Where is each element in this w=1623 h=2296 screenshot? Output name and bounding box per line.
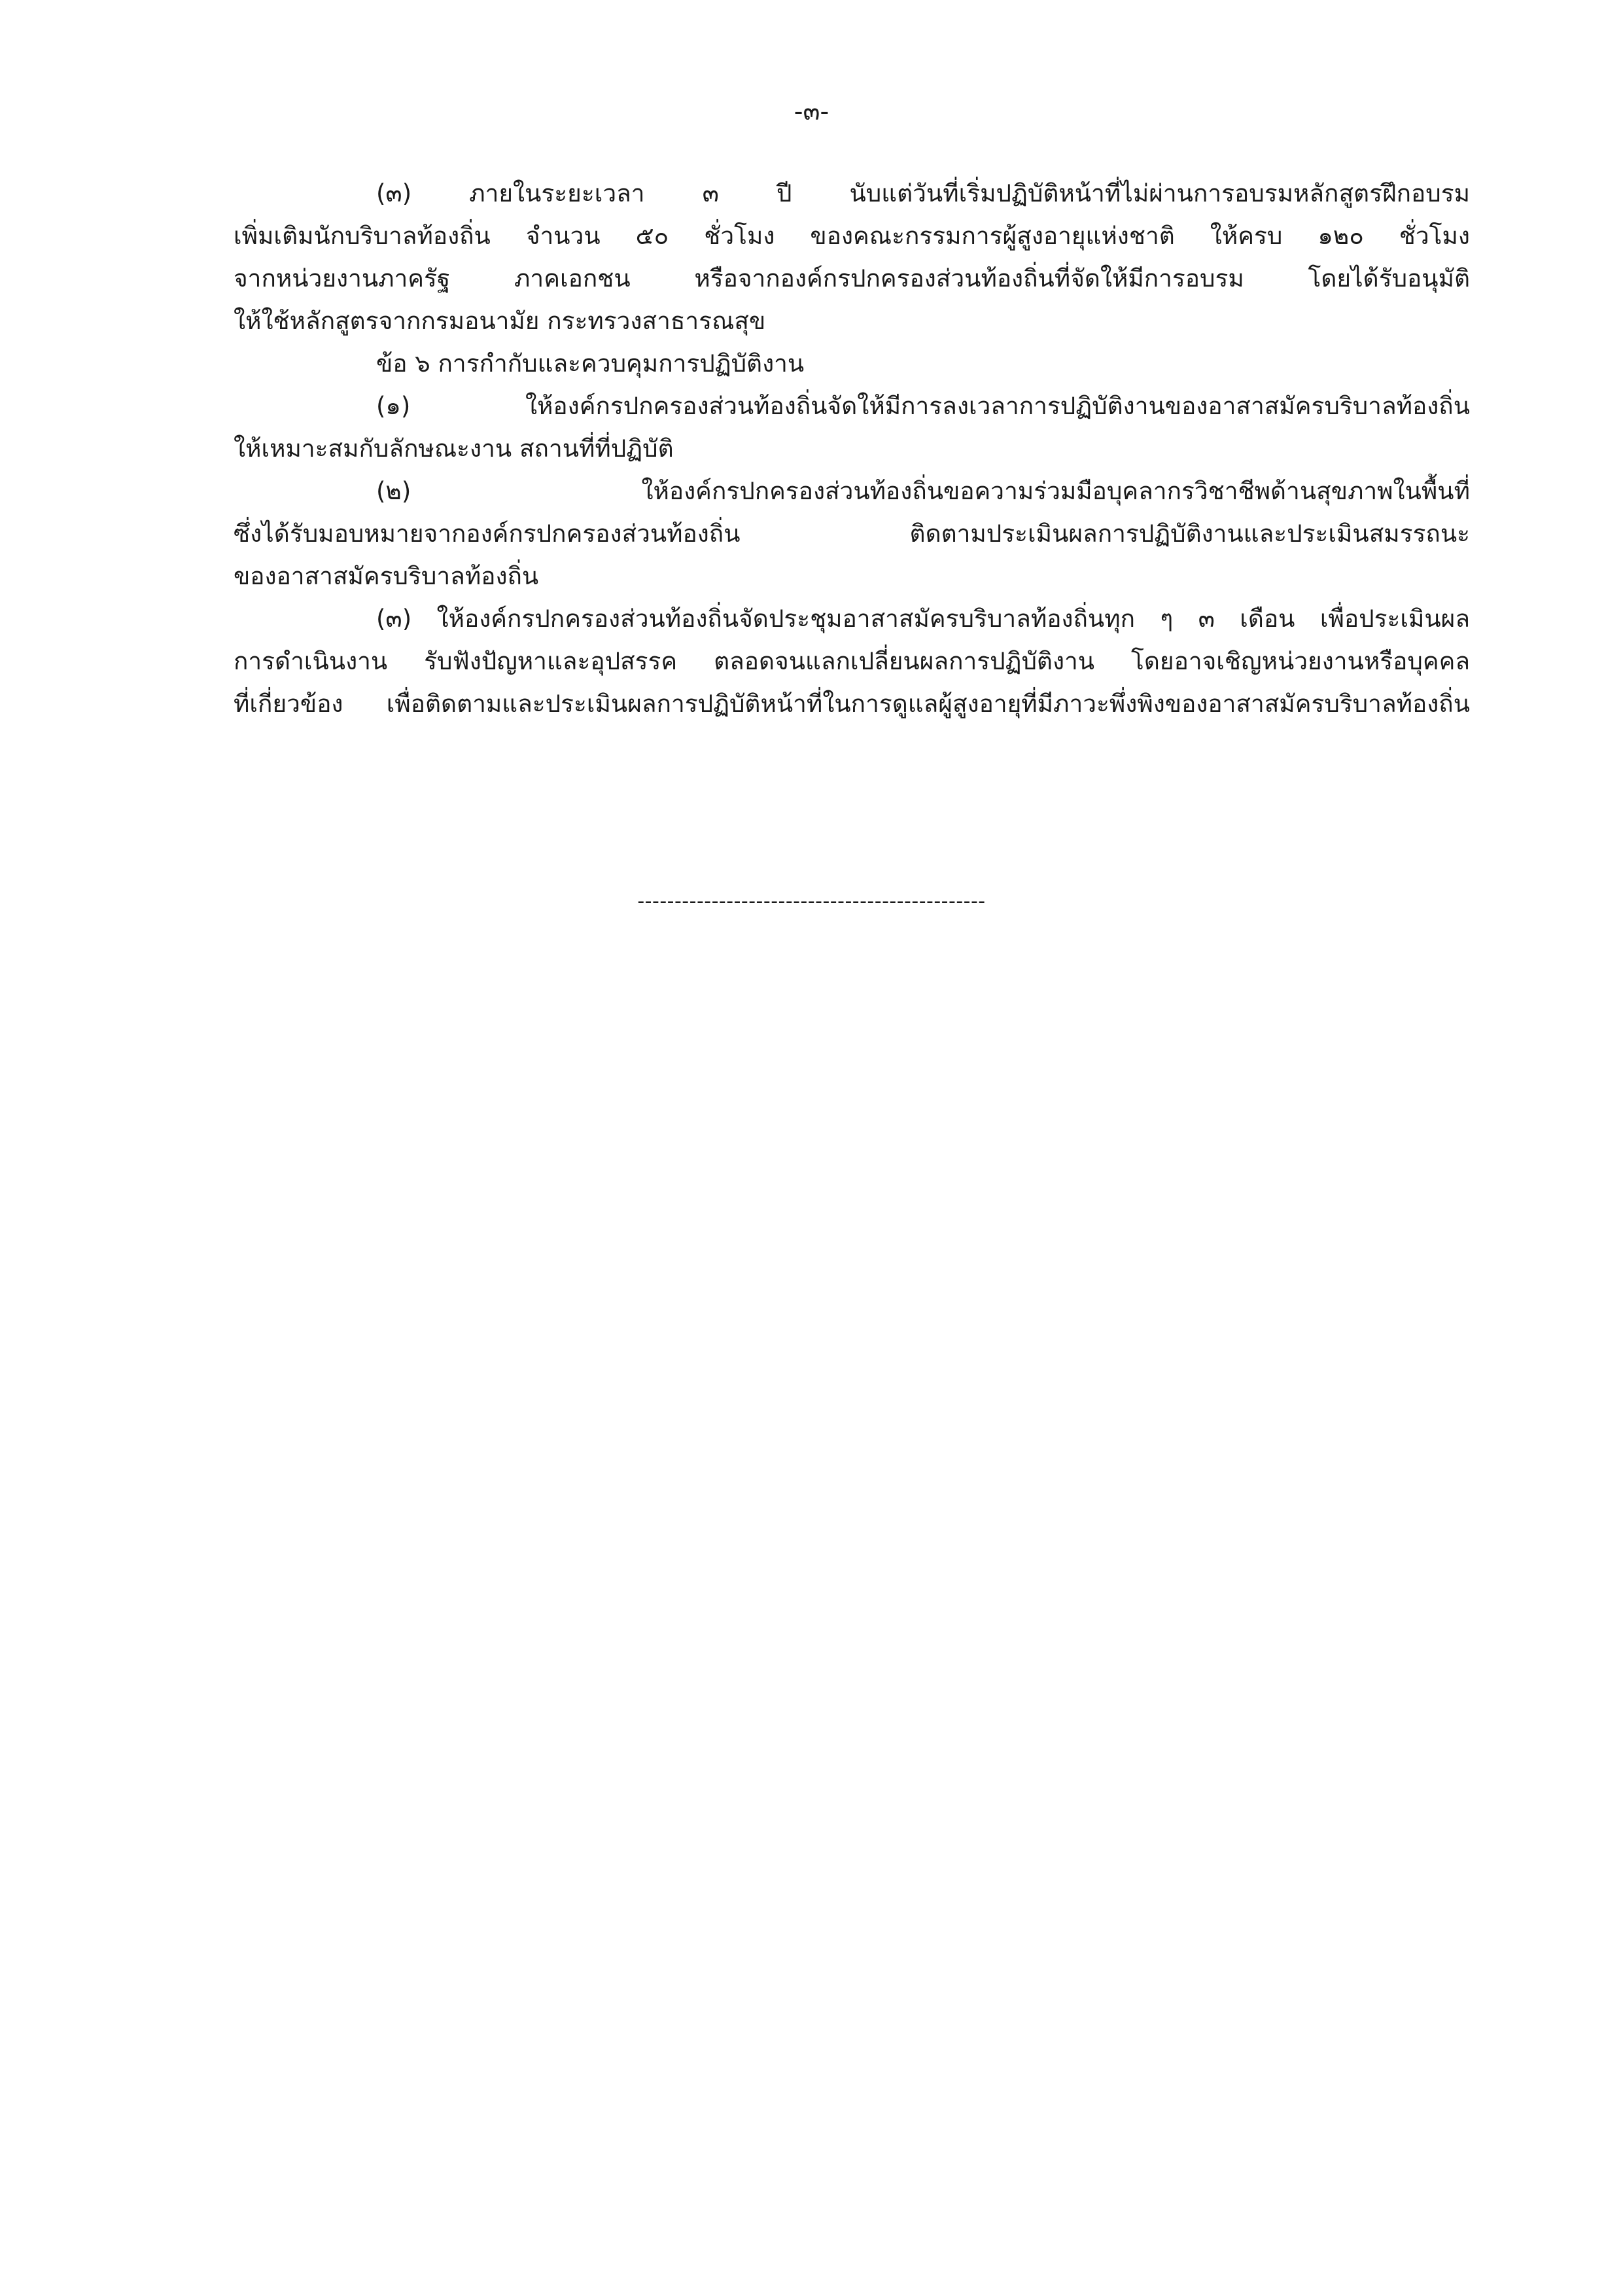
page-number: -๓-	[794, 97, 829, 126]
paragraph-line: การดำเนินงาน รับฟังปัญหาและอุปสรรค ตลอดจนแลกเปลี่ยนผลการปฏิบัติงาน โดยอาจเชิญหน่วยงานหรือบุคคล	[234, 647, 1470, 675]
document-body	[234, 175, 1470, 728]
paragraph-line: ที่เกี่ยวข้อง เพื่อติดตามและประเมินผลการปฏิบัติหน้าที่ในการดูแลผู้สูงอายุที่มีภาวะพึ่งพิงของอาสาสมัครบริบาลท้องถิ่น	[234, 690, 1470, 718]
paragraph-line: ของอาสาสมัครบริบาลท้องถิ่น	[234, 562, 539, 590]
paragraph-line: (๒) ให้องค์กรปกครองส่วนท้องถิ่นขอความร่วมมือบุคลากรวิชาชีพด้านสุขภาพในพื้นที่	[376, 477, 1470, 505]
end-of-document-rule: -----------------------------------------------	[637, 890, 986, 913]
paragraph-line: (๓) ให้องค์กรปกครองส่วนท้องถิ่นจัดประชุมอาสาสมัครบริบาลท้องถิ่นทุก ๆ ๓ เดือน เพื่อประเมินผล	[376, 605, 1470, 633]
paragraph-line: (๓) ภายในระยะเวลา ๓ ปี นับแต่วันที่เริ่มปฏิบัติหน้าที่ไม่ผ่านการอบรมหลักสูตรฝึกอบรม	[376, 179, 1470, 207]
paragraph-line: ให้เหมาะสมกับลักษณะงาน สถานที่ที่ปฏิบัติ	[234, 434, 674, 463]
paragraph-line: เพิ่มเติมนักบริบาลท้องถิ่น จำนวน ๕๐ ชั่วโมง ของคณะกรรมการผู้สูงอายุแห่งชาติ ให้ครบ ๑๒๐ ชั่วโมง	[234, 222, 1470, 250]
paragraph-line: ให้ใช้หลักสูตรจากกรมอนามัย กระทรวงสาธารณสุข	[234, 307, 766, 335]
paragraph-line: ซึ่งได้รับมอบหมายจากองค์กรปกครองส่วนท้องถิ่น ติดตามประเมินผลการปฏิบัติงานและประเมินสมรรถนะ	[234, 520, 1470, 548]
paragraph-line: (๑) ให้องค์กรปกครองส่วนท้องถิ่นจัดให้มีการลงเวลาการปฏิบัติงานของอาสาสมัครบริบาลท้องถิ่น	[376, 392, 1470, 420]
paragraph-line: จากหน่วยงานภาครัฐ ภาคเอกชน หรือจากองค์กรปกครองส่วนท้องถิ่นที่จัดให้มีการอบรม โดยได้รับอนุมัติ	[234, 264, 1470, 292]
section-heading: ข้อ ๖ การกำกับและควบคุมการปฏิบัติงาน	[376, 349, 805, 378]
